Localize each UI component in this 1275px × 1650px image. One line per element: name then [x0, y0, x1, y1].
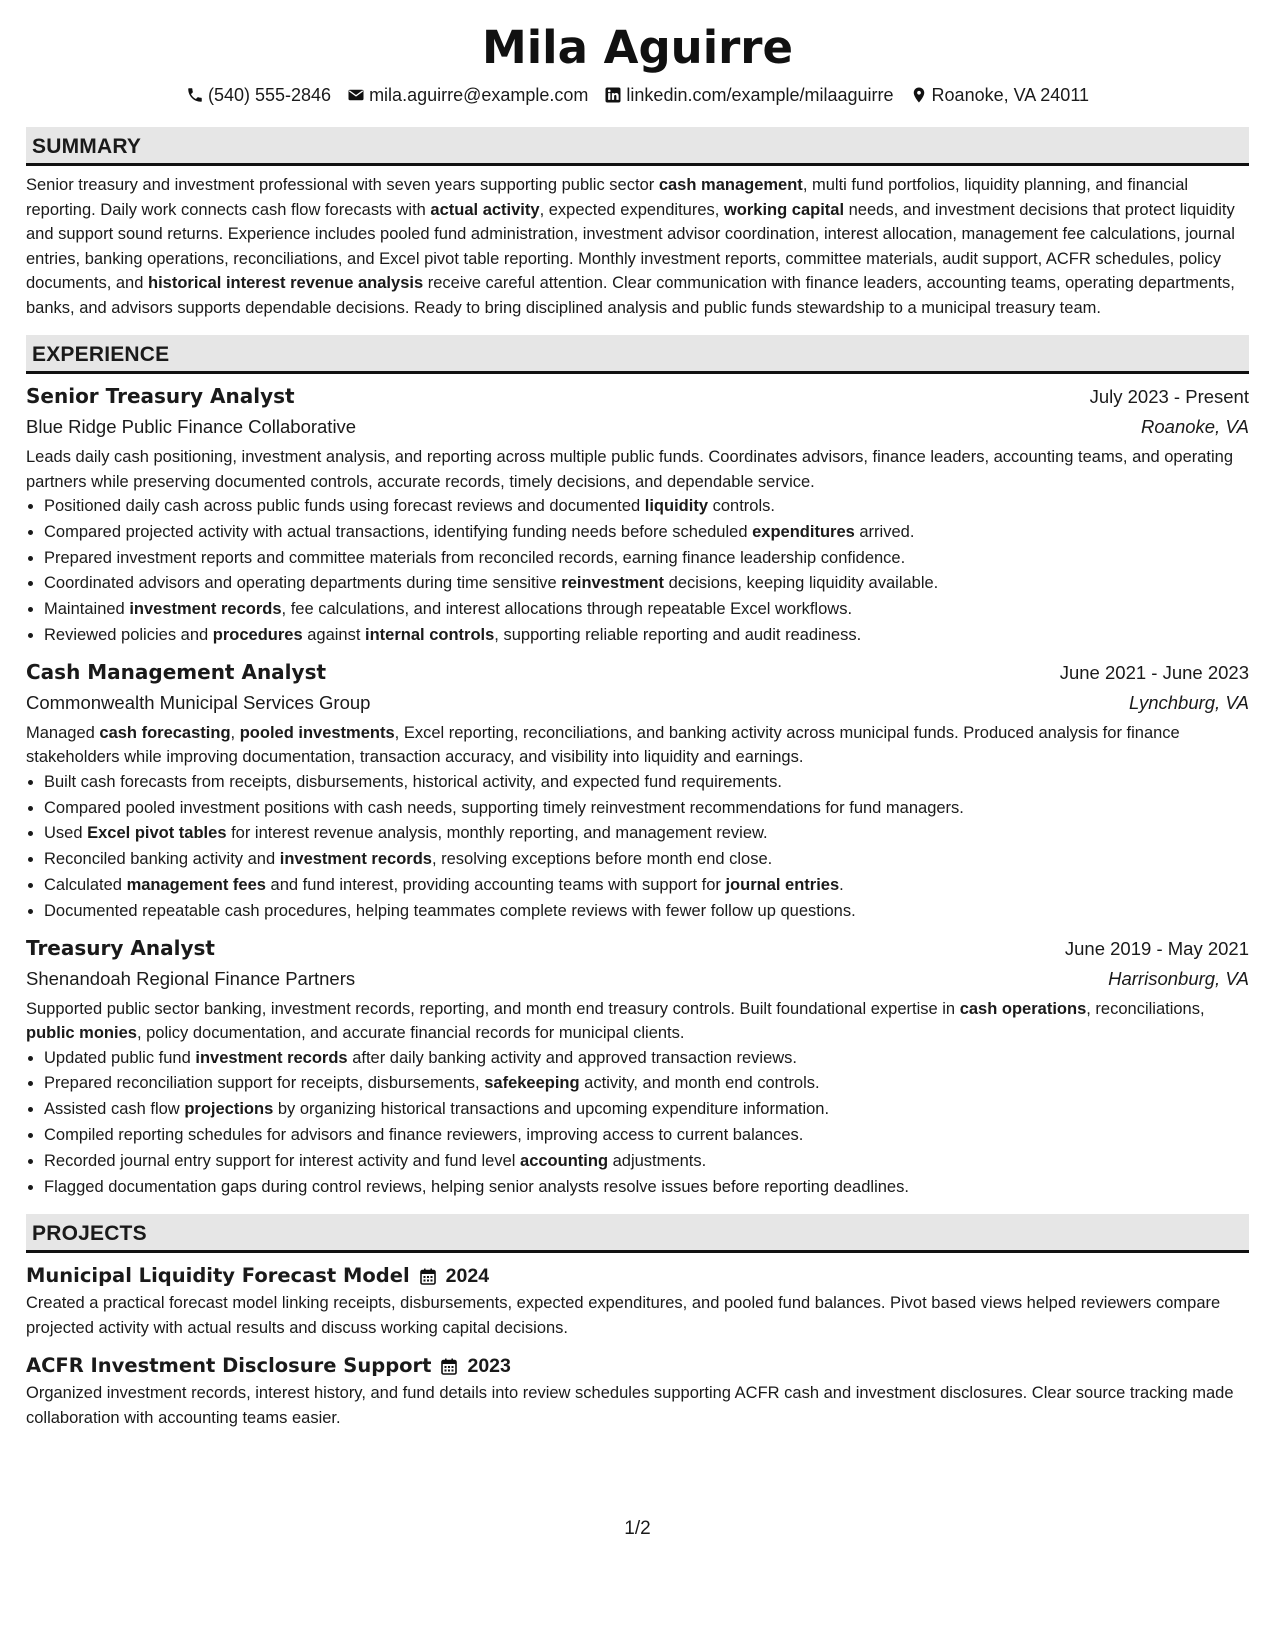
job-bullet: • Built cash forecasts from receipts, disbursements, historical activity, and expected fund requirements. — [44, 770, 1249, 796]
job-entry — [26, 657, 1249, 925]
project-entry — [26, 1261, 1249, 1340]
job-company-row — [26, 964, 1249, 994]
calendar-icon — [420, 1268, 436, 1285]
job-summary: Leads daily cash positioning, investment analysis, and reporting across multiple public funds. Coordinates advisors, finance leaders, accounting teams, and operating partners while preserving documented controls, accurate records, timely decisions, and dependable service. — [26, 448, 1234, 491]
project-head — [26, 1261, 1249, 1291]
job-title-row — [26, 933, 1249, 964]
phone-icon — [186, 86, 204, 104]
email-link[interactable]: mila.aguirre@example.com — [369, 85, 589, 105]
job-bullet: • Used Excel pivot tables for interest revenue analysis, monthly reporting, and management review. — [44, 821, 1249, 847]
job-title: Senior Treasury Analyst — [26, 384, 295, 408]
job-summary: Managed cash forecasting, pooled investments, Excel reporting, reconciliations, and banking activity across municipal funds. Produced analysis for finance stakeholders while improving documentation, transaction accuracy, and visibility into liquidity and earnings. — [26, 723, 1180, 767]
job-bullet: • Reviewed policies and procedures against internal controls, supporting reliable reporting and audit readiness. — [44, 623, 1249, 649]
job-bullet: • Prepared investment reports and committee materials from reconciled records, earning finance leadership confidence. — [44, 546, 1249, 572]
job-company-row — [26, 688, 1249, 718]
job-bullet: • Documented repeatable cash procedures, helping teammates complete reviews with fewer follow up questions. — [44, 899, 1249, 925]
job-bullet-list — [26, 494, 1249, 649]
contact-phone — [186, 83, 331, 107]
job-summary: Supported public sector banking, investment records, reporting, and month end treasury controls. Built foundational expertise in cash operations, reconciliations, public monies, policy documentation, and accurate financial records for municipal clients. — [26, 999, 1205, 1043]
job-dates: July 2023 - Present — [1089, 386, 1249, 407]
job-dates: June 2021 - June 2023 — [1059, 661, 1249, 683]
envelope-icon — [347, 86, 365, 104]
project-title: Municipal Liquidity Forecast Model — [26, 1264, 410, 1288]
project-year: 2023 — [467, 1355, 511, 1378]
project-year: 2024 — [445, 1265, 490, 1288]
calendar-icon — [441, 1358, 457, 1375]
job-title-row — [26, 657, 1249, 688]
linkedin-link[interactable]: linkedin.com/example/milaaguirre — [626, 85, 894, 105]
contact-linkedin[interactable] — [604, 83, 893, 107]
job-title: Cash Management Analyst — [26, 659, 327, 684]
job-bullet: • Recorded journal entry support for interest activity and fund level accounting adjustments. — [44, 1149, 1249, 1175]
project-description: Organized investment records, interest history, and fund details into review schedules supporting ACFR cash and investment disclosures. Clear source tracking made collaboration with accounting teams easier. — [26, 1384, 1234, 1427]
job-bullet: • Flagged documentation gaps during control reviews, helping senior analysts resolve issues before reporting deadlines. — [44, 1175, 1249, 1201]
candidate-name: Mila Aguirre — [481, 21, 794, 74]
job-bullet-list — [26, 1046, 1249, 1201]
job-title-row — [26, 381, 1249, 412]
job-entry — [26, 381, 1249, 649]
experience-list — [26, 381, 1249, 1200]
job-location: Roanoke, VA — [1141, 416, 1249, 437]
job-bullet: • Updated public fund investment records after daily banking activity and approved transaction reviews. — [44, 1046, 1249, 1072]
project-entry — [26, 1351, 1249, 1430]
job-company-row — [26, 412, 1249, 442]
job-entry — [26, 933, 1249, 1201]
job-bullet: • Compiled reporting schedules for advisors and finance reviewers, improving access to current balances. — [44, 1123, 1249, 1149]
contact-email[interactable] — [347, 83, 588, 107]
job-location: Harrisonburg, VA — [1108, 967, 1249, 989]
job-title: Treasury Analyst — [26, 935, 215, 960]
summary-heading: SUMMARY — [26, 127, 1249, 166]
project-title: ACFR Investment Disclosure Support — [26, 1354, 432, 1378]
contact-bar — [26, 83, 1249, 107]
job-bullet: • Assisted cash flow projections by organizing historical transactions and upcoming expenditure information. — [44, 1097, 1249, 1123]
job-bullet: • Calculated management fees and fund interest, providing accounting teams with support for journal entries. — [44, 873, 1249, 899]
job-bullet: • Compared pooled investment positions with cash needs, supporting timely reinvestment recommendations for fund managers. — [44, 796, 1249, 822]
job-bullet-list — [26, 770, 1249, 925]
experience-heading: EXPERIENCE — [26, 335, 1249, 374]
project-head — [26, 1351, 1249, 1381]
job-location: Lynchburg, VA — [1129, 691, 1249, 713]
resume-page — [26, 20, 1249, 1430]
projects-heading: PROJECTS — [26, 1214, 1249, 1253]
map-pin-icon — [910, 86, 928, 104]
job-bullet: • Reconciled banking activity and investment records, resolving exceptions before month end close. — [44, 847, 1249, 873]
linkedin-icon — [604, 86, 622, 104]
job-bullet: • Coordinated advisors and operating departments during time sensitive reinvestment decisions, keeping liquidity available. — [44, 571, 1249, 597]
contact-location — [910, 83, 1089, 107]
page-number: 1/2 — [624, 1518, 651, 1539]
job-bullet: • Positioned daily cash across public funds using forecast reviews and documented liquidity controls. — [44, 494, 1249, 520]
location-text: Roanoke, VA 24011 — [931, 85, 1090, 105]
summary-text: Senior treasury and investment professional with seven years supporting public sector cash management, multi fund portfolios, liquidity planning, and financial reporting. Daily work connects cash flow forecasts with actual activity, expected expenditures, working capital needs, and investment decisions that protect liquidity and support sound returns. Experience includes pooled fund administration, investment advisor coordination, interest allocation, management fee calculations, journal entries, banking operations, reconciliations, and Excel pivot table reporting. Monthly investment reports, committee materials, audit support, ACFR schedules, policy documents, and historical interest revenue analysis receive careful attention. Clear communication with finance leaders, accounting teams, operating departments, banks, and advisors supports dependable decisions. Ready to bring disciplined analysis and public funds stewardship to a municipal treasury team. — [26, 176, 1235, 317]
job-bullet: • Maintained investment records, fee calculations, and interest allocations through repeatable Excel workflows. — [44, 597, 1249, 623]
job-company: Blue Ridge Public Finance Collaborative — [26, 416, 357, 437]
job-company: Commonwealth Municipal Services Group — [26, 691, 371, 713]
project-description: Created a practical forecast model linking receipts, disbursements, expected expenditures, and pooled fund balances. Pivot based views helped reviewers compare projected activity with actual results and discuss working capital decisions. — [26, 1294, 1221, 1337]
phone-text: (540) 555-2846 — [207, 85, 332, 105]
job-bullet: • Prepared reconciliation support for receipts, disbursements, safekeeping activity, and month end controls. — [44, 1071, 1249, 1097]
projects-list — [26, 1261, 1249, 1430]
job-company: Shenandoah Regional Finance Partners — [26, 967, 356, 989]
job-bullet: • Compared projected activity with actual transactions, identifying funding needs before scheduled expenditures arrived. — [44, 520, 1249, 546]
job-dates: June 2019 - May 2021 — [1064, 937, 1249, 959]
